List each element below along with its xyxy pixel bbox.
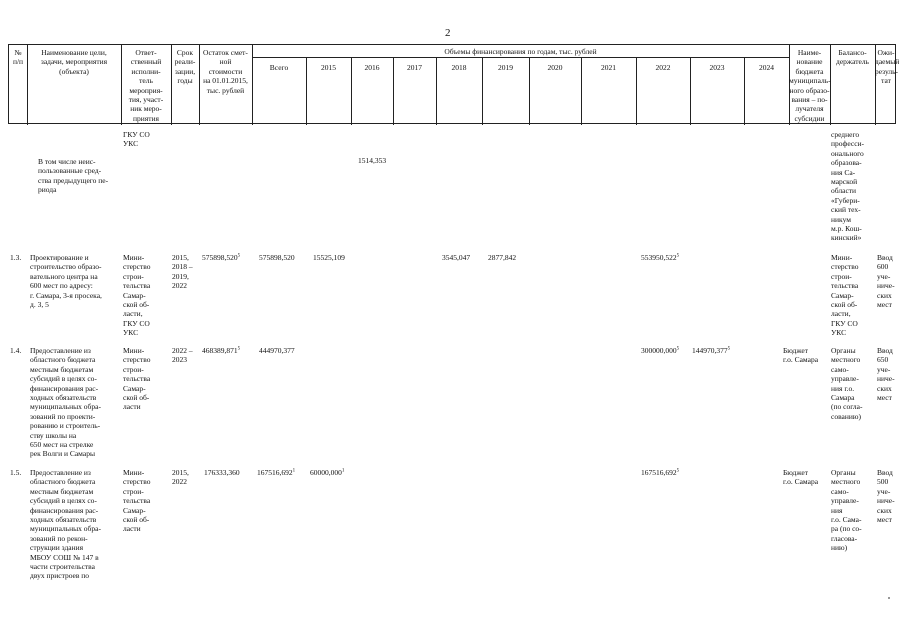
row14-num: 1.4. <box>10 346 22 355</box>
header-year-2016: 2016 <box>364 63 380 72</box>
row14-responsible: Мини- стерство строи- тельства Самар- ской об- ласти <box>123 346 151 412</box>
row13-holder: Мини- стерство строи- тельства Самар- ской об- ласти, ГКУ СО УКС <box>831 253 859 338</box>
row13-result: Ввод 600 уче- ниче- ских мест <box>877 253 895 310</box>
row13-2022: 553950,522$^5$ <box>641 253 680 262</box>
row14-name: Предоставление из областного бюджета местным бюджетам субсидий в целях со- финансирования рас- ходных обязательств муниципальных обра- зований по проекти- рованию и строитель- ству школы на 650 мест на стрелке рек Волги и Самары <box>30 346 101 459</box>
header-volumes: Объемы финансирования по годам, тыс. рублей <box>444 47 597 56</box>
row14-remaining: 468389,871$^5$ <box>202 346 241 355</box>
row15-term: 2015, 2022 <box>172 468 189 487</box>
header-name: Наименование цели, задачи, мероприятия (объекта) <box>40 48 108 76</box>
scan-speck <box>888 597 890 599</box>
header-year-2018: 2018 <box>451 63 467 72</box>
row15-result: Ввод 500 уче- ниче- ских мест <box>877 468 895 525</box>
header-remaining: Остаток смет- ной стоимости на 01.01.2015, тыс. рублей <box>203 48 248 95</box>
row1-2016: 1514,353 <box>358 156 387 165</box>
header-result: Ожи- даемый резуль- тат <box>875 48 900 86</box>
row15-budget: Бюджет г.о. Самара <box>783 468 819 487</box>
row15-2022: 167516,692$^5$ <box>641 468 680 477</box>
row13-2018: 3545,047 <box>442 253 471 262</box>
header-total: Всего <box>269 63 289 72</box>
row15-holder: Органы местного само- управле- ния г.о. Сама- ра (по со- гласова- нию) <box>831 468 862 553</box>
header-budget: Наиме- нование бюджета муниципаль- ного образо- вания – по- лучателя субсидии <box>789 48 831 123</box>
row14-result: Ввод 650 уче- ниче- ских мест <box>877 346 895 403</box>
row14-budget: Бюджет г.о. Самара <box>783 346 819 365</box>
row0-holder: среднего професси- онального образова- ния Са- марской области «Губери- ский тех- никум м.р. Кош- кинский» <box>831 130 865 243</box>
header-year-2020: 2020 <box>547 63 563 72</box>
row15-2015: 60000,000$^1$ <box>310 468 345 477</box>
header-year-2024: 2024 <box>759 63 774 72</box>
page-number: 2 <box>445 27 451 39</box>
row13-name: Проектирование и строительство образо- вательного центра на 600 мест по адресу: г. Самара, 3-я просека, д. 3, 5 <box>30 253 102 310</box>
row13-responsible: Мини- стерство строи- тельства Самар- ской об- ласти, ГКУ СО УКС <box>123 253 151 338</box>
row14-2022: 300000,000$^5$ <box>641 346 680 355</box>
row13-num: 1.3. <box>10 253 22 262</box>
header-holder: Балансо- держатель <box>836 48 869 67</box>
header-year-2019: 2019 <box>498 63 513 72</box>
header-year-2015: 2015 <box>321 63 336 72</box>
row13-term: 2015, 2018 – 2019, 2022 <box>172 253 193 291</box>
header-year-2023: 2023 <box>709 63 725 72</box>
row14-2023: 144970,377$^5$ <box>692 346 731 355</box>
row14-holder: Органы местного само- управле- ния г.о. Самара (по согла- сованию) <box>831 346 863 421</box>
row15-remaining: 176333,360 <box>204 468 240 477</box>
row0-responsible: ГКУ СО УКС <box>123 130 150 149</box>
header-year-2021: 2021 <box>601 63 616 72</box>
row14-total: 444970,377 <box>259 346 295 355</box>
row15-num: 1.5. <box>10 468 22 477</box>
row1-name: В том числе неис- пользованные сред- ства предыдущего пе- риода <box>38 157 109 195</box>
row14-term: 2022 – 2023 <box>172 346 193 365</box>
table-header <box>8 44 900 124</box>
row15-responsible: Мини- стерство строи- тельства Самар- ской об- ласти <box>123 468 151 534</box>
row13-2019: 2877,842 <box>488 253 517 262</box>
header-term: Срок реали- зации, годы <box>174 48 196 86</box>
header-responsible: Ответ- ственный исполни- тель мероприя- тия, участ- ник меро- приятия <box>128 48 164 123</box>
row15-total: 167516,692$^1$ <box>257 468 296 477</box>
row13-2015: 15525,109 <box>313 253 345 262</box>
row13-total: 575898,520 <box>259 253 295 262</box>
row15-name: Предоставление из областного бюджета местным бюджетам субсидий в целях со- финансирования рас- ходных обязательств муниципальных обра- зований по рекон- струкции здания МБОУ СОШ № 147 в части строительства двух пристроев по <box>30 468 101 581</box>
header-year-2022: 2022 <box>655 63 671 72</box>
row13-remaining: 575898,520$^5$ <box>202 253 241 262</box>
header-num: № п/п <box>12 48 24 67</box>
header-year-2017: 2017 <box>407 63 422 72</box>
